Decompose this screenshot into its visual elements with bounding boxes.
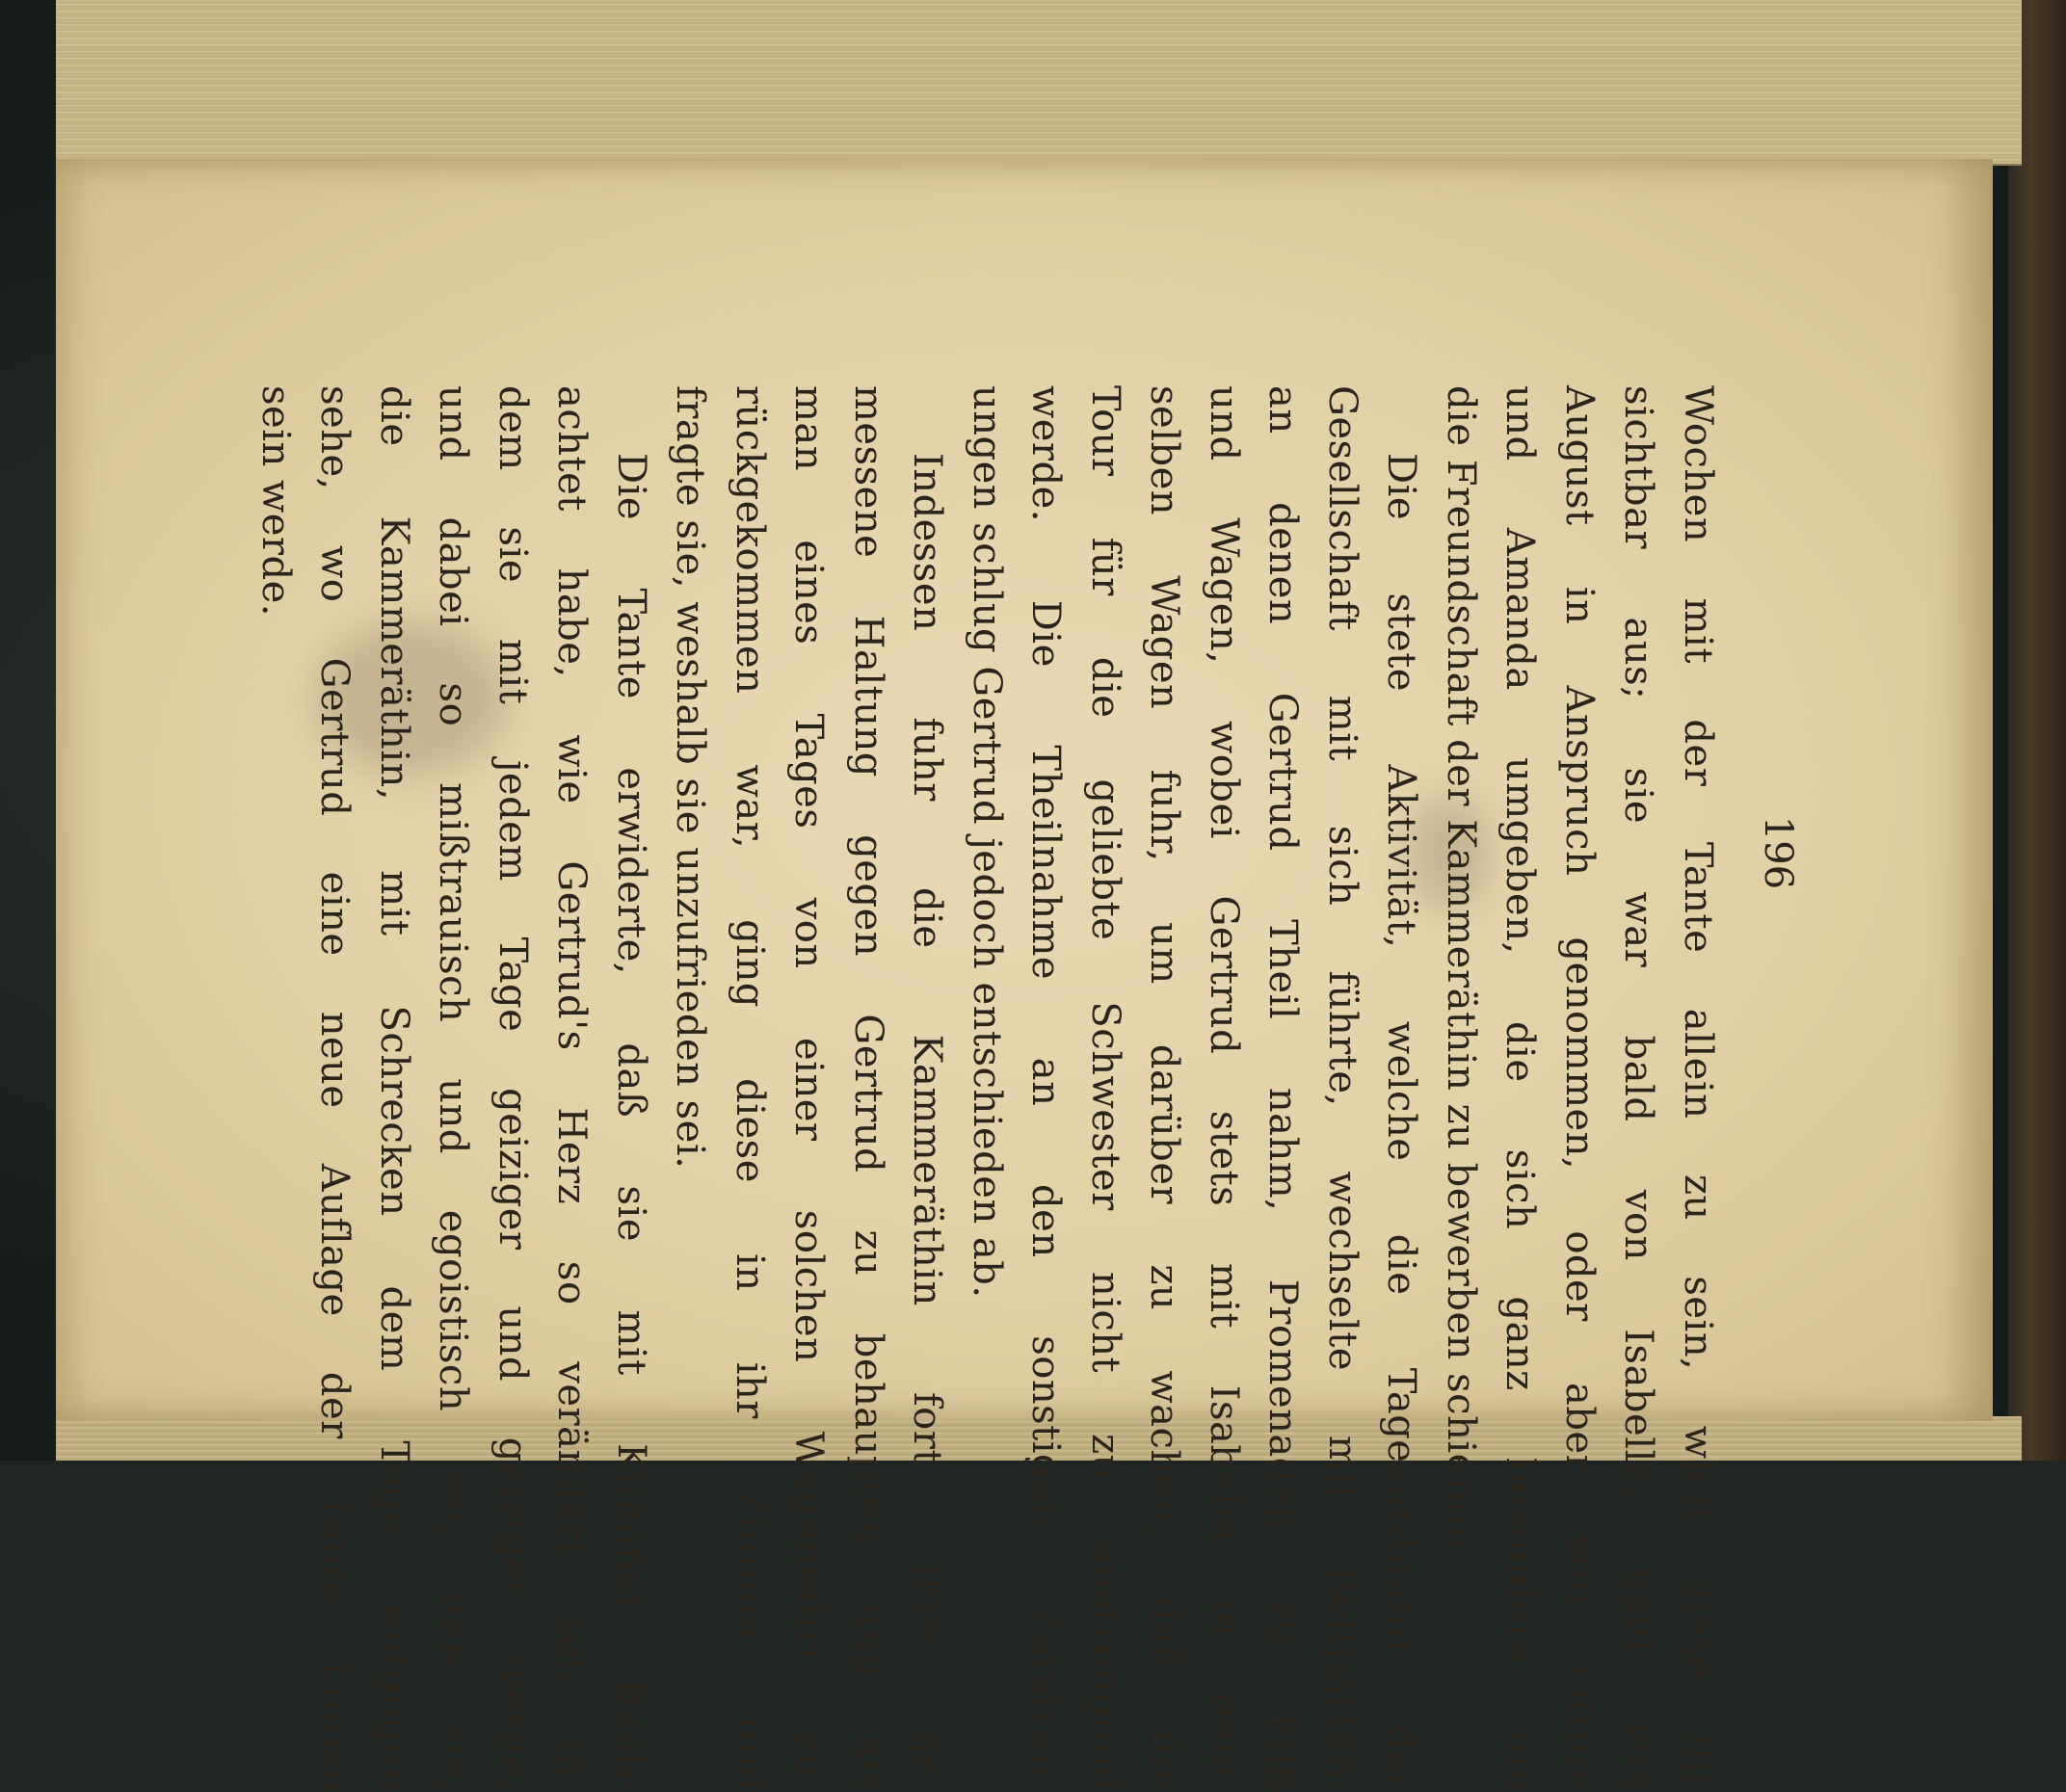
text-line: man eines Tages von einer solchen Wagenfahrt zu- <box>786 385 832 1792</box>
text-line: rückgekommen war, ging diese in ihr Zimmer und <box>728 385 772 1792</box>
text-line: und Wagen, wobei Gertrud stets mit Isabella in dem- <box>1202 385 1246 1792</box>
text-line: sehe, wo Gertrud eine neue Auflage der Tante Louise <box>312 385 358 1792</box>
text-line: messene Haltung gegen Gertrud zu behaupten und als <box>846 385 890 1792</box>
text-line: dem sie mit jedem Tage geiziger und geiziger werde, <box>490 385 535 1792</box>
text-line: und Amanda umgeben, die sich ganz besonders um <box>1497 385 1543 1792</box>
text-line: sein werde. <box>253 385 298 617</box>
text-line: werde. Die Theilnahme an den sonstigen Zerstreu- <box>1023 385 1069 1792</box>
text-line: achtet habe, wie Gertrud's Herz so verändert sei, in- <box>549 385 595 1792</box>
text-line: und dabei so mißtrauisch und egoistisch sei, daß sie, <box>431 385 476 1792</box>
page-number: 196 <box>1756 815 1800 890</box>
text-line: Tour für die geliebte Schwester nicht zu anstrengend <box>1083 385 1127 1792</box>
text-line: August in Anspruch genommen, oder aber von Ottilie <box>1557 385 1602 1792</box>
text-rotor <box>253 385 1727 1792</box>
text-line: Gesellschaft mit sich führte, wechselte mit Reitparten, <box>1320 385 1364 1792</box>
text-line: Wochen mit der Tante allein zu sein, wich diese ihr <box>1676 385 1720 1792</box>
text-line: die Kammeräthin, mit Schrecken dem Tage entgegen <box>372 385 416 1792</box>
text-line: selben Wagen fuhr, um darüber zu wachen, daß die <box>1142 385 1187 1792</box>
text-line: Indessen fuhr die Kammeräthin fort, ihre ge- <box>905 453 950 1792</box>
text-line: Die Tante erwiderte, daß sie mit Kummer beob- <box>609 453 653 1792</box>
text-line: ungen schlug Gertrud jedoch entschieden ab. <box>965 385 1009 1299</box>
text-line: Die stete Aktivität, welche die Tagesordnung der <box>1379 453 1424 1792</box>
body-text <box>246 385 1728 1792</box>
book-spine <box>2008 0 2066 1461</box>
page-edges-top <box>56 0 2022 166</box>
text-line: sichtbar aus; sie war bald von Isabella, bald von <box>1616 385 1661 1792</box>
text-line: an denen Gertrud Theil nahm, Promenaden zu Fuß <box>1260 385 1306 1792</box>
text-line: die Freundschaft der Kammeräthin zu bewerben schienen. <box>1439 385 1483 1564</box>
text-line: fragte sie, weshalb sie unzufrieden sei. <box>668 385 713 1170</box>
